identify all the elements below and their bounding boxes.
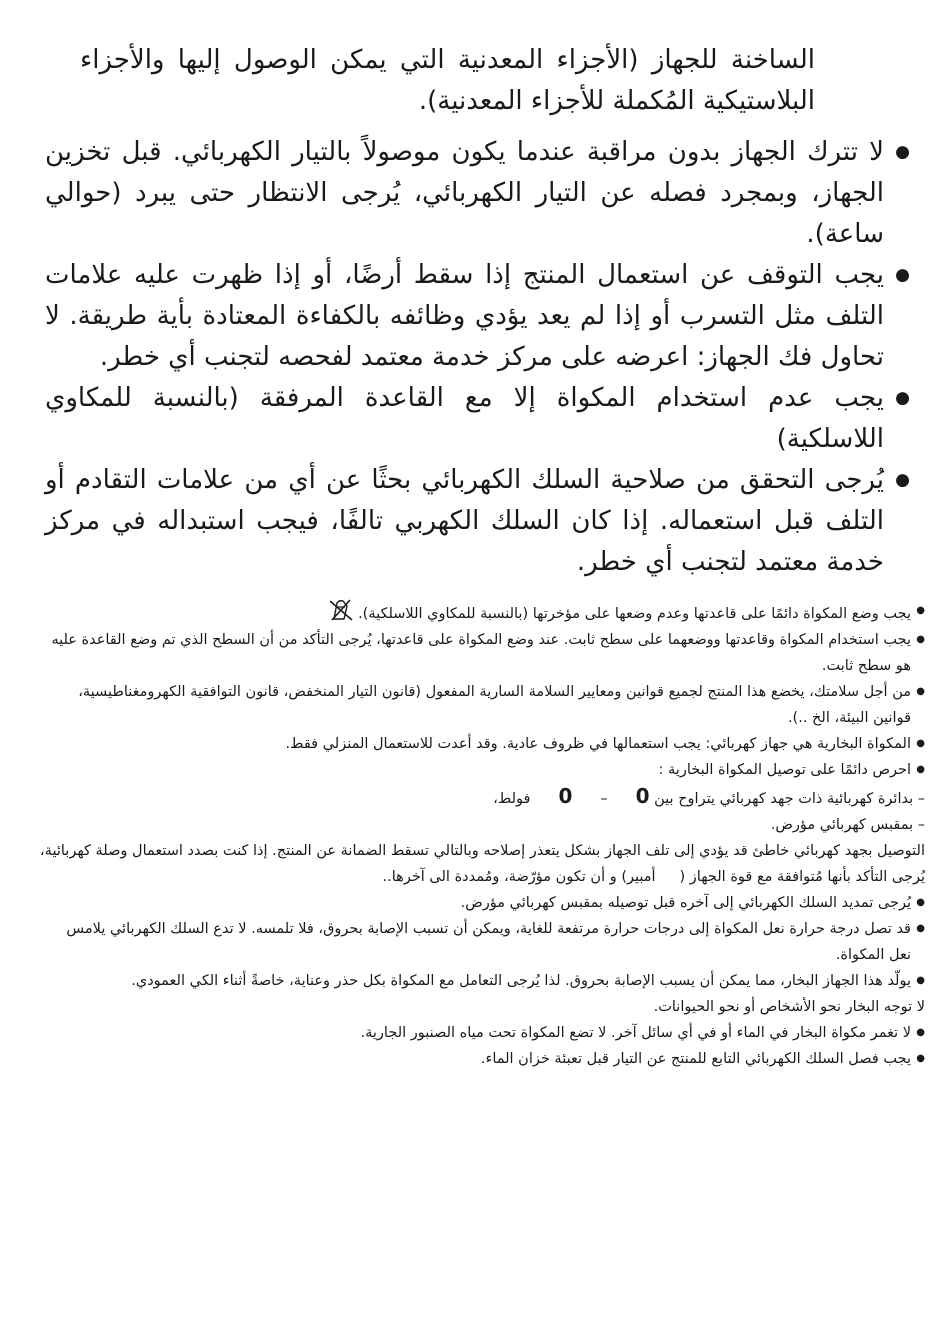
wrong-voltage-text: التوصيل بجهد كهربائي خاطئ قد يؤدي إلى تلف الجهاز بشكل يتعذر إصلاحه وبالتالي تسقط الضمانة عن المنتج. إذا كنت بصدد استعمال وصلة كهربائية، يُرجى التأكد بأنها مُتوافقة مع قوة الجهاز (	[40, 843, 925, 885]
instruction-item-no-immersion: ● لا تغمر مكواة البخار في الماء أو في أي سائل آخر. لا تضع المكواة تحت مياه الصنبور الجارية.	[40, 1020, 925, 1046]
warning-item-base-only: ● يجب عدم استخدام المكواة إلا مع القاعدة المرفقة (بالنسبة للمكاوي اللاسلكية)	[45, 378, 910, 460]
voltage-unit: فولط،	[493, 791, 531, 807]
instruction-item-unwind-cord: ● يُرجى تمديد السلك الكهربائي إلى آخره قبل توصيله بمقبس كهربائي مؤرض.	[40, 890, 925, 916]
voltage-min: 0	[635, 784, 650, 808]
warning-item-dropped: ● يجب التوقف عن استعمال المنتج إذا سقط أرضًا، أو إذا ظهرت عليه علامات التلف مثل التسرب أو إذا لم يعد يؤدي وظائفه بالكفاءة المعتادة بأية طريقة. لا تحاول فك الجهاز: اعرضه على مركز خدمة معتمد لفحصه لتجنب أي خطر.	[45, 255, 910, 378]
instruction-item-stable-surface: ● يجب استخدام المكواة وقاعدتها ووضعهما على سطح ثابت. عند وضع المكواة على قاعدتها، يُرجى التأكد من أن السطح الذي تم وضع القاعدة عليه هو سطح ثابت.	[40, 627, 925, 679]
voltage-max: 0	[558, 784, 573, 808]
earthed-socket-requirement: – بمقبس كهربائي مؤرض.	[770, 817, 925, 833]
instruction-text: يجب وضع المكواة دائمًا على قاعدتها وعدم وضعها على مؤخرتها (بالنسبة للمكاوي اللاسلكية).	[358, 606, 911, 622]
instruction-item-safety-standards: ● من أجل سلامتك، يخضع هذا المنتج لجميع قوانين ومعايير السلامة السارية المفعول (قانون التيار المنخفض، قانون التوافقية الكهرومغناطيسية، قوانين البيئة، الخ ..).	[40, 679, 925, 731]
voltage-requirement	[40, 783, 925, 812]
instruction-item-steam-burns: ● يولّد هذا الجهاز البخار، مما يمكن أن يسبب الإصابة بحروق. لذا يُرجى التعامل مع المكواة بكل حذر وعناية، خاصةً أثناء الكي العمودي.	[40, 968, 925, 994]
steam-direction-note: لا توجه البخار نحو الأشخاص أو نحو الحيوانات.	[653, 999, 925, 1015]
crossed-iron-on-heel-icon	[328, 598, 354, 622]
large-warning-list	[45, 132, 910, 583]
instruction-item-base-placement	[40, 598, 925, 627]
instruction-item-connect: ● احرص دائمًا على توصيل المكواة البخارية :	[40, 757, 925, 783]
voltage-range	[493, 783, 649, 812]
instruction-item-household-use: ● المكواة البخارية هي جهاز كهربائي: يجب استعمالها في ظروف عادية. وقد أعدت للاستعمال المنزلي فقط.	[40, 731, 925, 757]
wrong-voltage-text-end: أمبير) و أن تكون مؤرّضة، ومُمددة الى آخرها..	[382, 869, 656, 885]
warning-item-cord-check: ● يُرجى التحقق من صلاحية السلك الكهربائي بحثًا عن أي من علامات التقادم أو التلف قبل استعماله. إذا كان السلك الكهربي تالفًا، فيجب استبداله في مركز خدمة معتمد لتجنب أي خطر.	[45, 460, 910, 583]
instruction-item-hot-soleplate: ● قد تصل درجة حرارة نعل المكواة إلى درجات حرارة مرتفعة للغاية، ويمكن أن تسبب الإصابة بحروق، فلا تلمسه. لا تدع السلك الكهربائي يلامس نعل المكواة.	[40, 916, 925, 968]
instruction-item-unplug-before-filling: ● يجب فصل السلك الكهربائي التابع للمنتج عن التيار قبل تعبئة خزان الماء.	[40, 1046, 925, 1072]
warning-item-unattended: ● لا تترك الجهاز بدون مراقبة عندما يكون موصولاً بالتيار الكهربائي. قبل تخزين الجهاز، وبمجرد فصله عن التيار الكهربائي، يُرجى الانتظار حتى يبرد (حوالي ساعة).	[45, 132, 910, 255]
wrong-voltage-paragraph	[40, 838, 925, 890]
voltage-separator: –	[600, 791, 608, 807]
continuation-paragraph: الساخنة للجهاز (الأجزاء المعدنية التي يمكن الوصول إليها والأجزاء البلاستيكية المُكملة للأجزاء المعدنية).	[80, 45, 815, 116]
small-instructions-block	[40, 598, 925, 1072]
voltage-text: – بدائرة كهربائية ذات جهد كهربائي يتراوح بين	[654, 791, 925, 807]
